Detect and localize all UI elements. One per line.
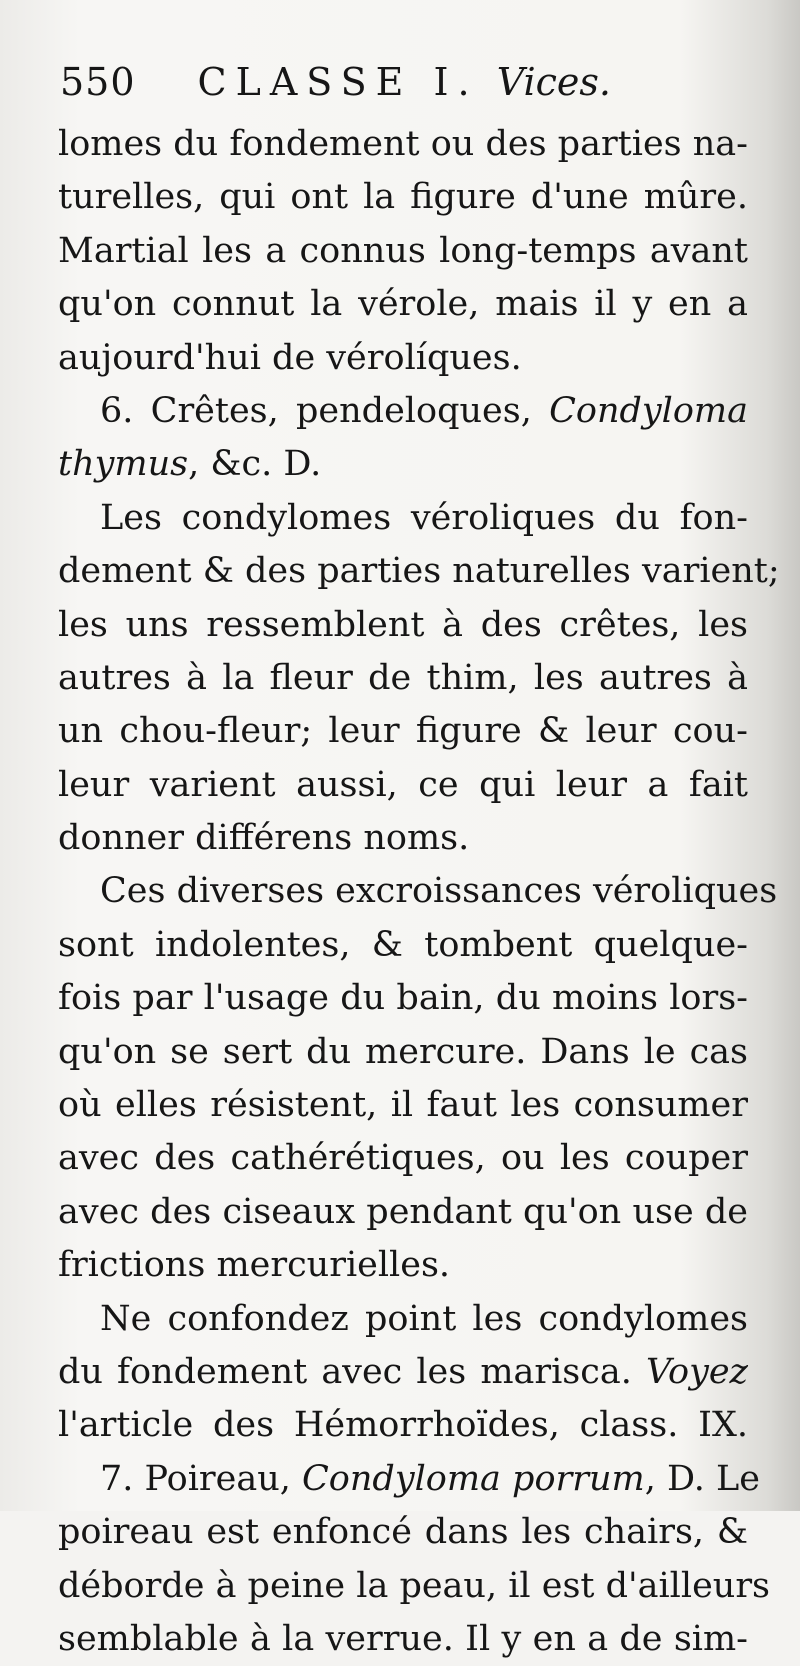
text-line: [58, 1132, 748, 1185]
text-line: [58, 919, 748, 972]
line-text: avec des ciseaux pendant qu'on use de: [58, 1191, 748, 1232]
text-line: [58, 812, 748, 865]
italic-term: thymus: [58, 444, 189, 485]
line-text: qu'on se sert du mercure. Dans le cas: [58, 1031, 748, 1072]
text-line: [58, 1079, 748, 1132]
text-line: [58, 972, 748, 1025]
line-text: où elles résistent, il faut les consumer: [58, 1085, 748, 1126]
line-text: lomes du fondement ou des parties na-: [58, 124, 748, 164]
text-line: [58, 759, 748, 812]
text-line: [58, 438, 748, 491]
line-text: qu'on connut la vérole, mais il y en a: [58, 284, 748, 325]
class-title: CLASSE I.: [197, 60, 479, 104]
text-line: [58, 225, 748, 278]
text-line: [58, 278, 748, 331]
line-text-tail: , D. Le: [644, 1458, 760, 1499]
line-text: les uns ressemblent à des crêtes, les: [58, 604, 748, 645]
line-text: semblable à la verrue. Il y en a de sim-: [58, 1618, 748, 1659]
italic-term: Condyloma: [549, 390, 748, 431]
line-text: dement & des parties naturelles varient;: [58, 551, 780, 592]
text-line: [58, 1453, 760, 1506]
text-line: [58, 1399, 748, 1452]
line-text: avec des cathérétiques, ou les couper: [58, 1138, 748, 1179]
text-line: [58, 1186, 748, 1239]
line-text: aujourd'hui de vérolíques.: [58, 337, 522, 378]
text-line: [58, 492, 748, 545]
line-text: turelles, qui ont la figure d'une mûre.: [58, 177, 748, 218]
line-text: Ces diverses excroissances véroliques: [100, 871, 778, 912]
line-text: un chou-fleur; leur figure & leur cou-: [58, 711, 748, 752]
line-text: l'article des Hémorrhoïdes, class. IX.: [58, 1405, 748, 1446]
text-line: [58, 1293, 748, 1346]
text-line: [58, 118, 748, 171]
line-text: sont indolentes, & tombent quelque-: [58, 924, 748, 965]
text-line: [58, 545, 780, 598]
text-line: [58, 705, 748, 758]
body-text: [58, 118, 780, 1666]
text-line: [58, 385, 748, 438]
line-text: Ne confondez point les condylomes: [100, 1298, 748, 1339]
line-text: Les condylomes véroliques du fon-: [100, 497, 748, 538]
section-title: Vices.: [496, 60, 611, 104]
italic-term: Condyloma porrum: [302, 1458, 645, 1499]
text-line: [58, 1239, 748, 1292]
line-text: donner différens noms.: [58, 818, 470, 859]
text-line: [58, 1346, 748, 1399]
text-line: [58, 599, 748, 652]
text-line: [58, 1560, 771, 1613]
line-text: fois par l'usage du bain, du moins lors-: [58, 978, 748, 1019]
italic-term: Voyez: [645, 1351, 748, 1392]
line-text: frictions mercurielles.: [58, 1245, 451, 1286]
text-line: [58, 1613, 748, 1666]
text-line: [58, 1506, 748, 1559]
line-text: autres à la fleur de thim, les autres à: [58, 657, 748, 698]
text-line: [58, 652, 748, 705]
line-text: poireau est enfoncé dans les chairs, &: [58, 1512, 748, 1553]
line-text: du fondement avec les marisca.: [58, 1351, 646, 1392]
text-line: [58, 1026, 748, 1079]
page-number: 550: [60, 60, 136, 104]
line-text: , &c. D.: [188, 444, 322, 485]
text-line: [58, 332, 748, 385]
line-text: 7. Poireau,: [100, 1458, 303, 1499]
line-text: 6. Crêtes, pendeloques,: [100, 390, 550, 431]
line-text: leur varient aussi, ce qui leur a fait: [58, 764, 748, 805]
text-line: [58, 865, 778, 918]
running-header: [60, 56, 611, 108]
text-line: [58, 171, 748, 224]
line-text: déborde à peine la peau, il est d'ailleurs: [58, 1565, 771, 1606]
line-text: Martial les a connus long-temps avant: [58, 230, 748, 271]
